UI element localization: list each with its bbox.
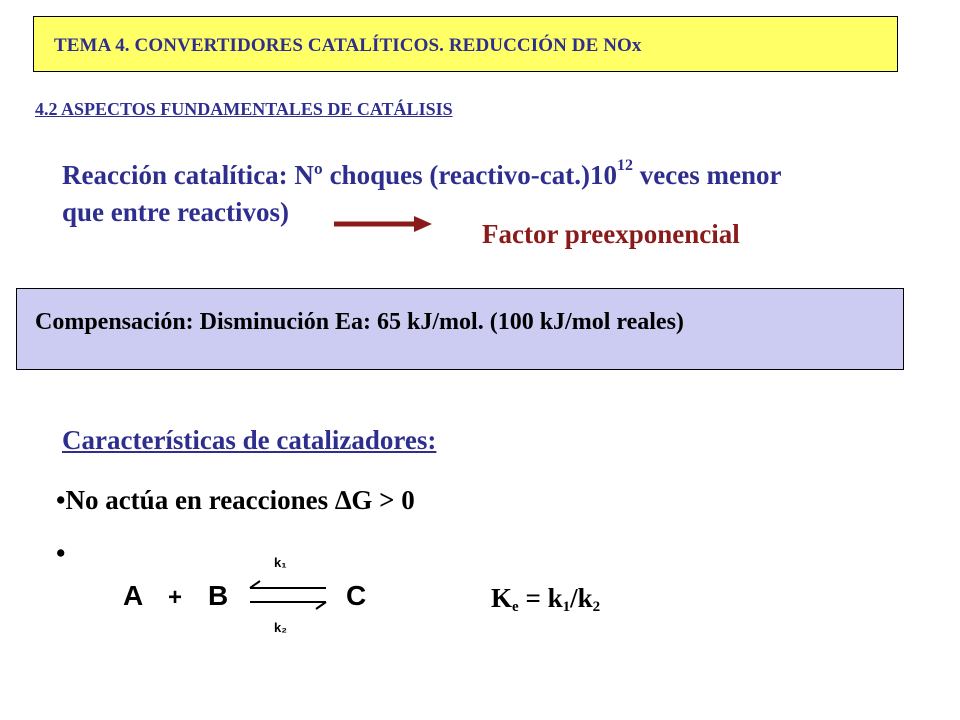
reaction-exponent: 12 — [617, 157, 634, 174]
species-c: C — [346, 580, 367, 611]
rate-constant-k2: k₂ — [274, 620, 288, 635]
reaction-text-line1 — [62, 157, 782, 191]
equilibrium-equation — [118, 550, 378, 640]
section-subtitle: 4.2 ASPECTOS FUNDAMENTALES DE CATÁLISIS — [35, 99, 453, 119]
ke-slash: /k — [570, 583, 593, 613]
characteristic-item-2-bullet: • — [56, 538, 66, 568]
title-banner — [33, 16, 898, 72]
compensation-text: Compensación: Disminución Ea: 65 kJ/mol. (100 kJ/mol reales) — [35, 309, 684, 335]
k1-subscript: 1 — [562, 599, 571, 615]
right-arrow-icon — [334, 213, 434, 235]
species-b: B — [208, 580, 229, 611]
slide-title: TEMA 4. CONVERTIDORES CATALÍTICOS. REDUCCIÓN DE NOx — [54, 35, 642, 56]
equilibrium-constant — [491, 583, 600, 614]
factor-label: Factor preexponencial — [482, 219, 740, 249]
bullet-marker: • — [56, 485, 66, 515]
ke-symbol: K — [491, 583, 513, 613]
reaction-line1-pre: Reacción catalítica: Nº choques (reactivo-cat.)10 — [62, 160, 618, 190]
equilibrium-arrows-icon — [250, 581, 326, 609]
plus-sign: + — [168, 584, 183, 611]
characteristic-item-1 — [56, 485, 415, 516]
compensation-box — [16, 288, 904, 370]
characteristic-item-1-text: No actúa en reacciones ∆G > 0 — [65, 485, 415, 515]
species-a: A — [123, 580, 144, 611]
characteristics-heading: Características de catalizadores: — [62, 425, 437, 455]
reaction-line1-post: veces menor — [633, 160, 782, 190]
ke-subscript: e — [512, 599, 519, 615]
ke-equals: = k — [518, 583, 563, 613]
rate-constant-k1: k₁ — [274, 555, 287, 570]
k2-subscript: 2 — [592, 599, 601, 615]
reaction-text-line2: que entre reactivos) — [62, 197, 289, 227]
